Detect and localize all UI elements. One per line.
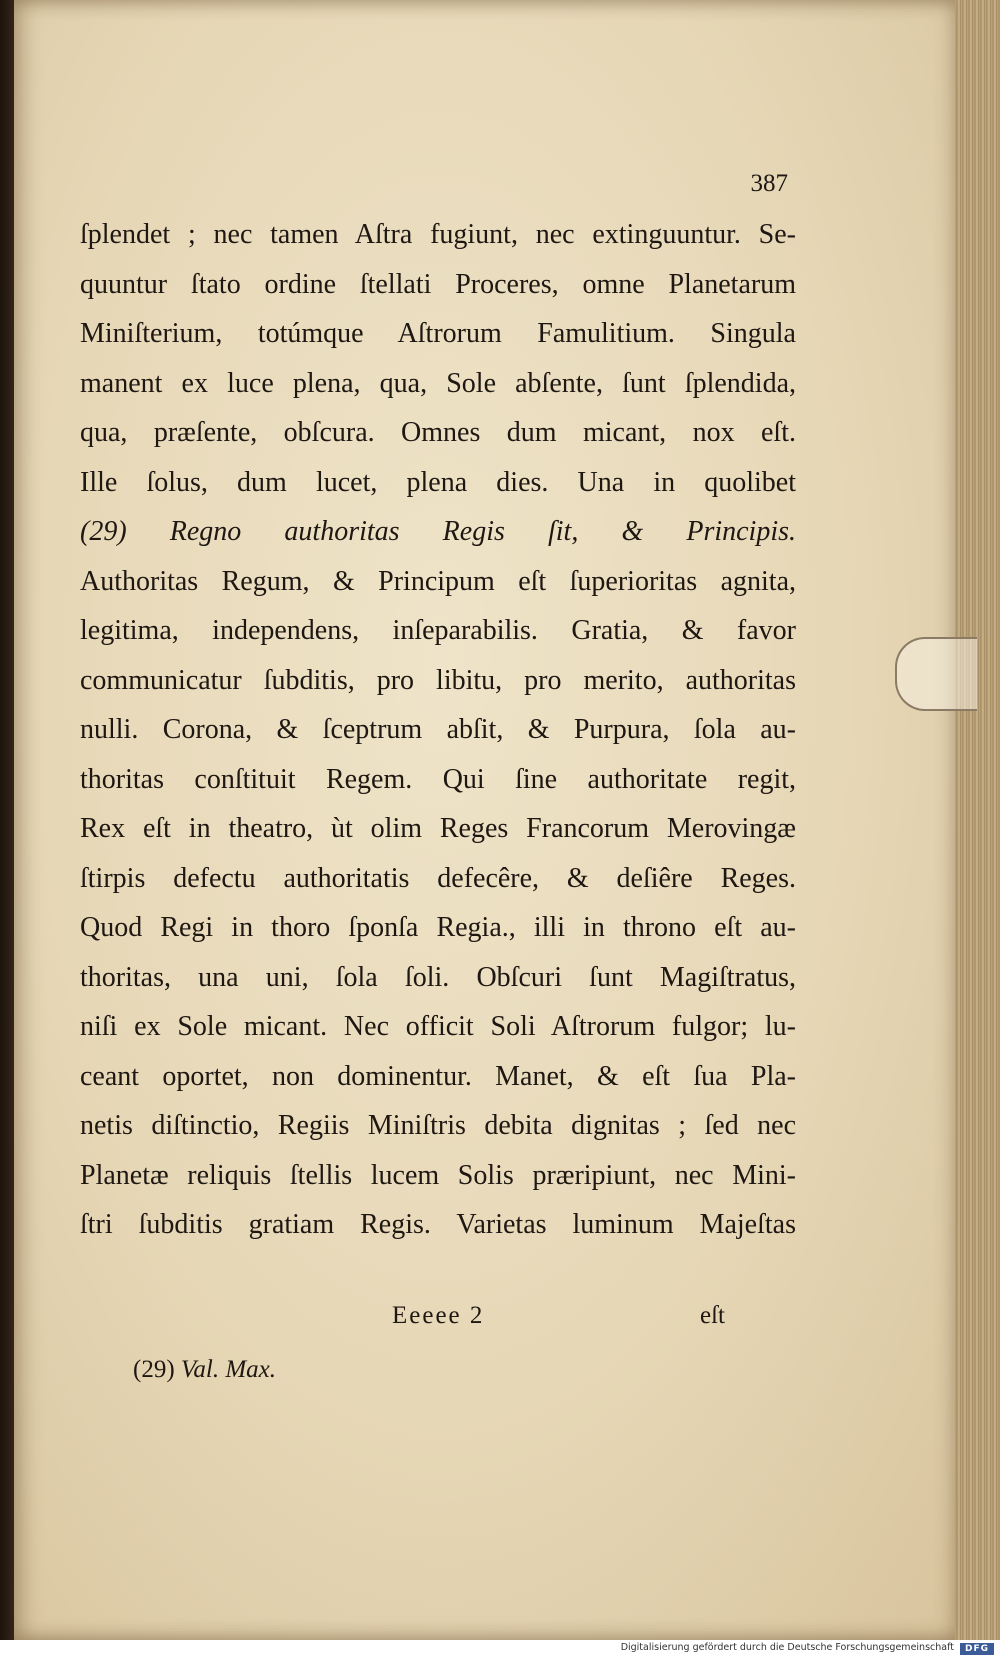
- catchword: eſt: [700, 1302, 725, 1329]
- text-line: Miniſterium, totúmque Aſtrorum Famulitium. Singula: [80, 318, 796, 349]
- funding-credit: Digitalisierung gefördert durch die Deutsche Forschungsgemeinschaft: [620, 1642, 954, 1653]
- text-line: communicatur ſubditis, pro libitu, pro merito, authoritas: [80, 664, 796, 696]
- text-line: ceant oportet, non dominentur. Manet, & eſt ſua Pla-: [80, 1060, 796, 1092]
- text-line: manent ex luce plena, qua, Sole abſente, ſunt ſplendida,: [80, 367, 796, 399]
- footnote: [133, 1356, 276, 1384]
- text-line: ſplendet ; nec tamen Aſtra fugiunt, nec extinguuntur. Se-: [80, 219, 796, 250]
- text-line: legitima, independens, inſeparabilis. Gratia, & favor: [80, 615, 796, 646]
- text-line: niſi ex Sole micant. Nec officit Soli Aſtrorum fulgor; lu-: [80, 1011, 796, 1042]
- text-line: ſtri ſubditis gratiam Regis. Varietas luminum Majeſtas: [80, 1209, 796, 1240]
- text-line: Quod Regi in thoro ſponſa Regia., illi in throno eſt au-: [80, 912, 796, 943]
- text-line: ſtirpis defectu authoritatis defecêre, & deſiêre Reges.: [80, 862, 796, 894]
- page-edges: [955, 0, 1000, 1640]
- body-text: [80, 210, 796, 1250]
- footnote-citation: Val. Max.: [180, 1356, 277, 1383]
- text-line: Authoritas Regum, & Principum eſt ſuperioritas agnita,: [80, 565, 796, 597]
- text-line: thoritas, una uni, ſola ſoli. Obſcuri ſunt Magiſtratus,: [80, 961, 796, 993]
- text-line: thoritas conſtituit Regem. Qui ſine authoritate regit,: [80, 763, 796, 795]
- bookmark-strip: [895, 637, 977, 711]
- footnote-marker: (29): [133, 1356, 175, 1383]
- dfg-logo-icon: DFG: [960, 1643, 994, 1655]
- text-line: (29) Regno authoritas Regis ſit, & Principis.: [80, 516, 796, 547]
- page-number: 387: [750, 170, 788, 197]
- text-line: nulli. Corona, & ſceptrum abſit, & Purpura, ſola au-: [80, 714, 796, 745]
- text-line: quuntur ſtato ordine ſtellati Proceres, omne Planetarum: [80, 268, 796, 300]
- text-line: qua, præſente, obſcura. Omnes dum micant, nox eſt.: [80, 417, 796, 448]
- signature-mark: Eeeee 2: [392, 1302, 485, 1329]
- text-line: netis diſtinctio, Regiis Miniſtris debita dignitas ; ſed nec: [80, 1110, 796, 1141]
- text-line: Planetæ reliquis ſtellis lucem Solis præripiunt, nec Mini-: [80, 1159, 796, 1191]
- text-line: Rex eſt in theatro, ùt olim Reges Francorum Merovingæ: [80, 813, 796, 844]
- text-line: Ille ſolus, dum lucet, plena dies. Una in quolibet: [80, 466, 796, 498]
